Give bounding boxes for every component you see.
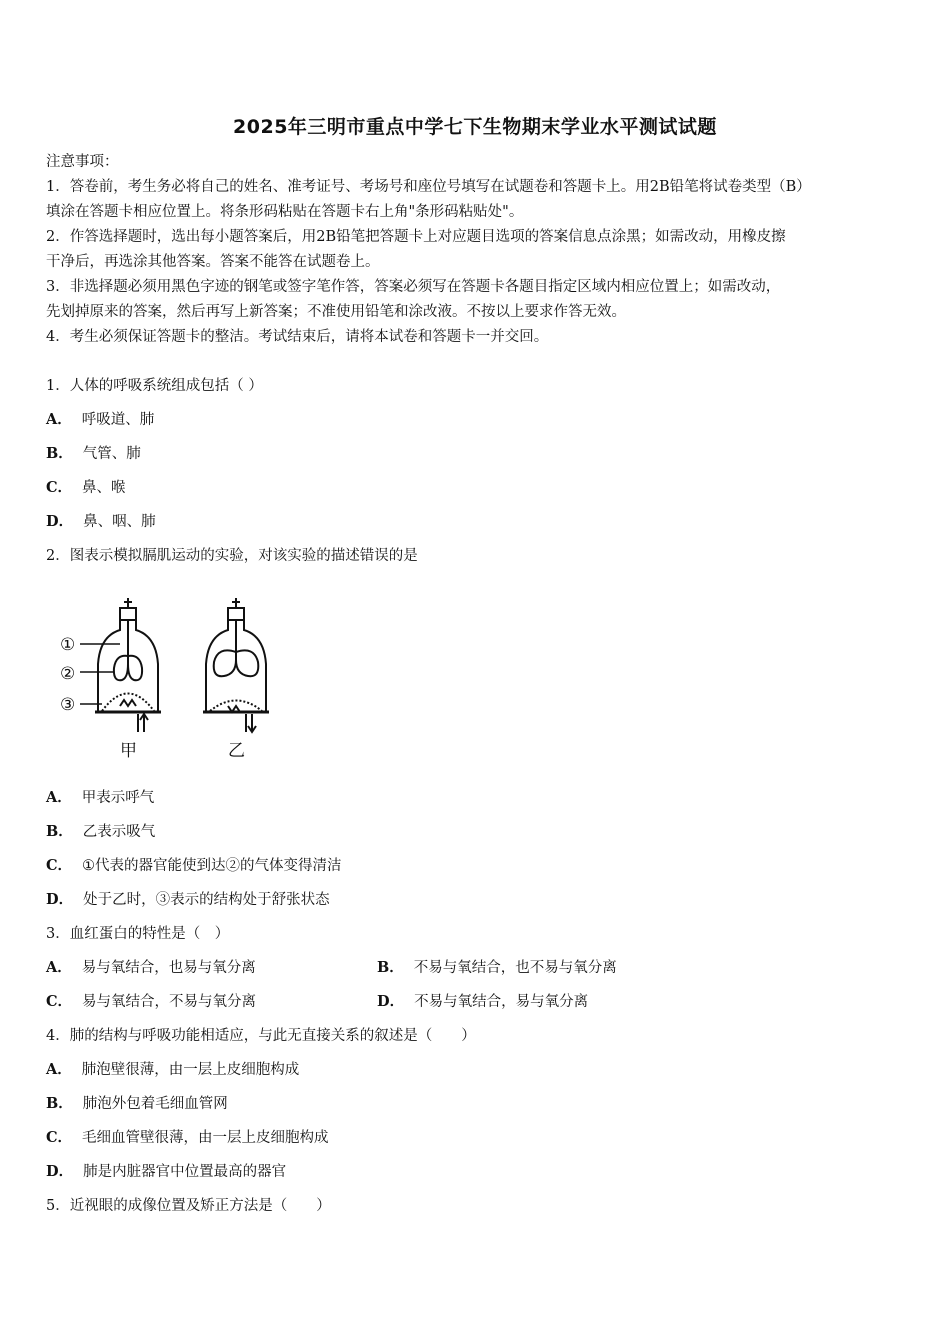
option-a bbox=[46, 1060, 299, 1080]
option-b bbox=[46, 822, 155, 842]
option-text: 易与氧结合，不易与氧分离 bbox=[82, 994, 257, 1010]
notice-heading: 注意事项： bbox=[46, 154, 119, 170]
option-d bbox=[377, 992, 588, 1012]
option-label: C． bbox=[46, 993, 73, 1010]
option-text: 肺泡壁很薄，由一层上皮细胞构成 bbox=[81, 1062, 300, 1078]
bell-jar-yi bbox=[203, 598, 269, 732]
question-stem: 4．肺的结构与呼吸功能相适应，与此无直接关系的叙述是（ ） bbox=[46, 1028, 476, 1044]
caption-jia: 甲 bbox=[120, 741, 137, 761]
option-label: B． bbox=[46, 445, 73, 462]
option-label: D． bbox=[46, 891, 74, 908]
bell-jar-jia bbox=[95, 598, 161, 732]
notice-line: 填涂在答题卡相应位置上。将条形码粘贴在答题卡右上角"条形码粘贴处"。 bbox=[46, 204, 524, 220]
option-d bbox=[46, 890, 330, 910]
notice-line: 4．考生必须保证答题卡的整洁。考试结束后，请将本试卷和答题卡一并交回。 bbox=[46, 329, 549, 345]
question-stem: 3．血红蛋白的特性是（ ） bbox=[46, 926, 230, 942]
option-text: 易与氧结合，也易与氧分离 bbox=[81, 960, 256, 976]
option-a bbox=[46, 410, 154, 430]
option-text: 肺泡外包着毛细血管网 bbox=[82, 1096, 228, 1112]
option-b bbox=[46, 1094, 228, 1114]
caption-yi: 乙 bbox=[228, 741, 245, 761]
option-text: 甲表示呼气 bbox=[81, 790, 155, 806]
option-text: 不易与氧结合，易与氧分离 bbox=[414, 994, 589, 1010]
question-stem: 1．人体的呼吸系统组成包括（ ） bbox=[46, 378, 263, 394]
option-a bbox=[46, 788, 154, 808]
option-b bbox=[46, 444, 141, 464]
option-text: 处于乙时，③表示的结构处于舒张状态 bbox=[83, 892, 330, 908]
option-b bbox=[377, 958, 617, 978]
option-text: 呼吸道、肺 bbox=[81, 412, 155, 428]
option-text: ①代表的器官能使到达②的气体变得清洁 bbox=[82, 858, 342, 874]
question-stem: 5．近视眼的成像位置及矫正方法是（ ） bbox=[46, 1198, 331, 1214]
option-text: 不易与氧结合，也不易与氧分离 bbox=[413, 960, 617, 976]
option-text: 鼻、喉 bbox=[82, 480, 126, 496]
option-label: A． bbox=[46, 411, 72, 428]
option-label: C． bbox=[46, 479, 73, 496]
exam-title: 2025年三明市重点中学七下生物期末学业水平测试试题 bbox=[233, 116, 717, 138]
option-label: B． bbox=[46, 1095, 73, 1112]
option-c bbox=[46, 992, 256, 1012]
notice-line: 2．作答选择题时，选出每小题答案后，用2B铅笔把答题卡上对应题目选项的答案信息点涂黑；如需改动，用橡皮擦 bbox=[46, 229, 786, 245]
option-label: B． bbox=[377, 959, 404, 976]
option-label: A． bbox=[46, 789, 72, 806]
option-text: 乙表示吸气 bbox=[82, 824, 156, 840]
option-label: C． bbox=[46, 857, 73, 874]
notice-line: 1．答卷前，考生务必将自己的姓名、准考证号、考场号和座位号填写在试题卷和答题卡上。用2B铅笔将试卷类型（B） bbox=[46, 179, 811, 195]
option-label: D． bbox=[377, 993, 405, 1010]
option-a bbox=[46, 958, 256, 978]
option-c bbox=[46, 1128, 329, 1148]
notice-line: 先划掉原来的答案，然后再写上新答案；不准使用铅笔和涂改液。不按以上要求作答无效。 bbox=[46, 304, 626, 320]
option-text: 毛细血管壁很薄，由一层上皮细胞构成 bbox=[82, 1130, 329, 1146]
question-stem: 2．图表示模拟膈肌运动的实验，对该实验的描述错误的是 bbox=[46, 548, 418, 564]
option-d bbox=[46, 1162, 286, 1182]
marker-1: ① bbox=[60, 635, 76, 655]
notice-line: 干净后，再选涂其他答案。答案不能答在试题卷上。 bbox=[46, 254, 380, 270]
option-c bbox=[46, 478, 126, 498]
option-d bbox=[46, 512, 156, 532]
diaphragm-model-figure bbox=[58, 594, 298, 764]
option-label: A． bbox=[46, 959, 72, 976]
option-label: D． bbox=[46, 1163, 74, 1180]
marker-2: ② bbox=[60, 664, 76, 684]
option-text: 气管、肺 bbox=[82, 446, 141, 462]
option-label: C． bbox=[46, 1129, 73, 1146]
option-text: 鼻、咽、肺 bbox=[83, 514, 156, 530]
marker-3: ③ bbox=[60, 695, 76, 715]
notice-line: 3．非选择题必须用黑色字迹的钢笔或签字笔作答，答案必须写在答题卡各题目指定区域内相应位置上；如需改动， bbox=[46, 279, 781, 295]
option-label: B． bbox=[46, 823, 73, 840]
option-text: 肺是内脏器官中位置最高的器官 bbox=[83, 1164, 287, 1180]
option-label: D． bbox=[46, 513, 74, 530]
option-label: A． bbox=[46, 1061, 72, 1078]
option-c bbox=[46, 856, 342, 876]
